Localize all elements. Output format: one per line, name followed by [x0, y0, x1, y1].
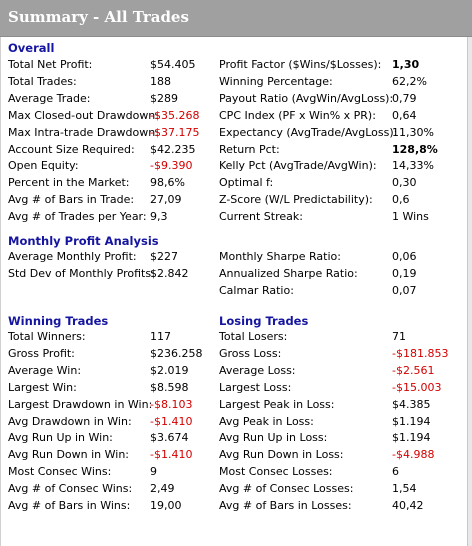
stat-row — [8, 413, 230, 430]
stat-row — [219, 396, 472, 413]
stat-label: Z-Score (W/L Predictability): — [219, 193, 373, 207]
stat-value: 98,6% — [150, 176, 185, 190]
stat-value: $1.194 — [392, 431, 431, 445]
stat-label: Average Win: — [8, 363, 82, 377]
stat-label: Avg Run Up in Win: — [8, 431, 113, 445]
stat-label: Avg Peak in Loss: — [219, 414, 314, 428]
stat-value: 19,00 — [150, 499, 182, 512]
stat-row — [8, 90, 230, 107]
stat-value: -$2.561 — [392, 363, 435, 377]
stat-value: 0,6 — [392, 193, 410, 207]
stat-label: Average Monthly Profit: — [8, 250, 137, 263]
stat-label: Calmar Ratio: — [219, 283, 294, 297]
stat-value: 11,30% — [392, 125, 434, 139]
stat-label: Avg Run Up in Loss: — [219, 431, 328, 445]
stat-row — [8, 157, 230, 174]
stat-label: Average Trade: — [8, 91, 91, 105]
stat-value: $227 — [150, 250, 178, 263]
stat-value: 9 — [150, 465, 157, 479]
stat-row — [8, 174, 230, 191]
stat-row — [8, 345, 230, 362]
stat-value: 1 Wins — [392, 210, 429, 224]
stat-row — [219, 157, 472, 174]
stat-row — [219, 174, 472, 191]
stat-value: 1,54 — [392, 482, 417, 496]
stat-label: Profit Factor ($Wins/$Losses): — [219, 58, 382, 71]
stat-value: 14,33% — [392, 159, 434, 173]
stat-label: Percent in the Market: — [8, 176, 130, 190]
stat-row — [219, 379, 472, 396]
stat-value: 9,3 — [150, 210, 168, 224]
stat-row — [219, 480, 472, 497]
stat-row — [219, 429, 472, 446]
stat-label: Total Net Profit: — [8, 58, 93, 71]
stat-row — [8, 265, 230, 282]
stat-row — [8, 379, 230, 396]
stat-value: -$181.853 — [392, 346, 449, 360]
stat-value: $42.235 — [150, 142, 196, 156]
stat-row — [219, 124, 472, 141]
stat-label: Current Streak: — [219, 210, 303, 224]
stat-label: Avg # of Bars in Losses: — [219, 499, 352, 512]
section-overall: Overall — [8, 41, 55, 55]
stat-label: Winning Percentage: — [219, 74, 333, 88]
title-bar — [0, 0, 472, 37]
stat-value: -$1.410 — [150, 448, 193, 462]
stat-row — [8, 429, 230, 446]
stat-label: Avg Run Down in Loss: — [219, 448, 344, 462]
stat-row — [8, 362, 230, 379]
stat-label: Max Intra-trade Drawdown: — [8, 125, 159, 139]
stat-value: 27,09 — [150, 193, 182, 207]
stat-value: -$1.410 — [150, 414, 193, 428]
stat-value: $236.258 — [150, 346, 203, 360]
stat-row — [219, 73, 472, 90]
stat-label: CPC Index (PF x Win% x PR): — [219, 108, 376, 122]
stat-row — [219, 413, 472, 430]
stat-row — [8, 497, 230, 514]
stat-value: 128,8% — [392, 142, 438, 156]
stat-value: -$15.003 — [392, 380, 442, 394]
stat-label: Total Losers: — [219, 330, 288, 343]
stat-value: 188 — [150, 74, 171, 88]
stat-row — [8, 480, 230, 497]
stat-row — [8, 56, 230, 73]
section-monthly: Monthly Profit Analysis — [8, 234, 159, 248]
stat-label: Return Pct: — [219, 142, 280, 156]
stat-label: Account Size Required: — [8, 142, 135, 156]
stat-value: 71 — [392, 330, 406, 343]
stat-value: $4.385 — [392, 397, 431, 411]
stat-label: Largest Peak in Loss: — [219, 397, 335, 411]
stat-label: Monthly Sharpe Ratio: — [219, 250, 341, 263]
stat-value: $3.674 — [150, 431, 189, 445]
stat-row — [8, 248, 230, 265]
stat-label: Open Equity: — [8, 159, 79, 173]
stat-label: Annualized Sharpe Ratio: — [219, 266, 358, 280]
stat-row — [219, 90, 472, 107]
stat-row — [8, 73, 230, 90]
stat-label: Payout Ratio (AvgWin/AvgLoss): — [219, 91, 394, 105]
stat-value: -$9.390 — [150, 159, 193, 173]
window-title: Summary - All Trades — [8, 8, 189, 26]
stat-label: Avg # of Consec Wins: — [8, 482, 133, 496]
stat-value: 0,06 — [392, 250, 417, 263]
stat-row — [219, 328, 472, 345]
section-winning: Winning Trades — [8, 314, 109, 328]
stat-label: Avg # of Bars in Trade: — [8, 193, 135, 207]
stat-value: $2.842 — [150, 266, 189, 280]
stat-value: $8.598 — [150, 380, 189, 394]
stat-value: 40,42 — [392, 499, 424, 512]
stat-row — [8, 191, 230, 208]
stat-value: 0,30 — [392, 176, 417, 190]
stat-row — [219, 56, 472, 73]
stat-value: $54.405 — [150, 58, 196, 71]
stat-row — [219, 345, 472, 362]
stat-row — [219, 446, 472, 463]
stat-row — [8, 446, 230, 463]
stat-row — [219, 107, 472, 124]
stat-row — [219, 265, 472, 282]
stat-label: Avg Run Down in Win: — [8, 448, 130, 462]
stat-row — [219, 141, 472, 158]
stat-label: Largest Loss: — [219, 380, 292, 394]
stat-value: 6 — [392, 465, 399, 479]
stat-row — [219, 208, 472, 225]
stat-row — [219, 248, 472, 265]
stat-row — [8, 328, 230, 345]
stat-row — [8, 396, 230, 413]
stat-label: Std Dev of Monthly Profits: — [8, 266, 155, 280]
stat-row — [219, 282, 472, 299]
stat-value: 2,49 — [150, 482, 175, 496]
stat-label: Total Winners: — [8, 330, 86, 343]
stat-label: Avg # of Consec Losses: — [219, 482, 354, 496]
stat-label: Max Closed-out Drawdown: — [8, 108, 159, 122]
stat-row — [219, 463, 472, 480]
stat-label: Avg Drawdown in Win: — [8, 414, 132, 428]
stat-row — [219, 362, 472, 379]
stat-row — [219, 191, 472, 208]
stat-row — [8, 208, 230, 225]
stat-label: Most Consec Wins: — [8, 465, 112, 479]
stat-row — [219, 497, 472, 514]
stat-label: Optimal f: — [219, 176, 274, 190]
stat-value: 0,64 — [392, 108, 417, 122]
stat-value: 0,79 — [392, 91, 417, 105]
stat-label: Expectancy (AvgTrade/AvgLoss): — [219, 125, 398, 139]
stat-value: -$4.988 — [392, 448, 435, 462]
stat-value: $1.194 — [392, 414, 431, 428]
stat-value: 117 — [150, 330, 171, 343]
stat-label: Largest Drawdown in Win: — [8, 397, 153, 411]
stat-value: 62,2% — [392, 74, 427, 88]
stat-row — [8, 107, 230, 124]
stat-label: Total Trades: — [8, 74, 77, 88]
stat-value: -$35.268 — [150, 108, 200, 122]
stat-value: 0,19 — [392, 266, 417, 280]
section-losing: Losing Trades — [219, 314, 309, 328]
stat-value: $2.019 — [150, 363, 189, 377]
stat-value: -$8.103 — [150, 397, 193, 411]
stat-value: 0,07 — [392, 283, 417, 297]
stat-label: Avg # of Trades per Year: — [8, 210, 147, 224]
stat-row — [8, 141, 230, 158]
stat-value: -$37.175 — [150, 125, 200, 139]
stat-value: $289 — [150, 91, 178, 105]
stat-label: Largest Win: — [8, 380, 77, 394]
stat-label: Avg # of Bars in Wins: — [8, 499, 131, 512]
stat-value: 1,30 — [392, 58, 420, 71]
stat-label: Average Loss: — [219, 363, 296, 377]
stat-label: Most Consec Losses: — [219, 465, 333, 479]
stat-row — [8, 124, 230, 141]
stat-row — [8, 463, 230, 480]
stat-label: Kelly Pct (AvgTrade/AvgWin): — [219, 159, 377, 173]
stat-label: Gross Profit: — [8, 346, 75, 360]
stat-label: Gross Loss: — [219, 346, 282, 360]
